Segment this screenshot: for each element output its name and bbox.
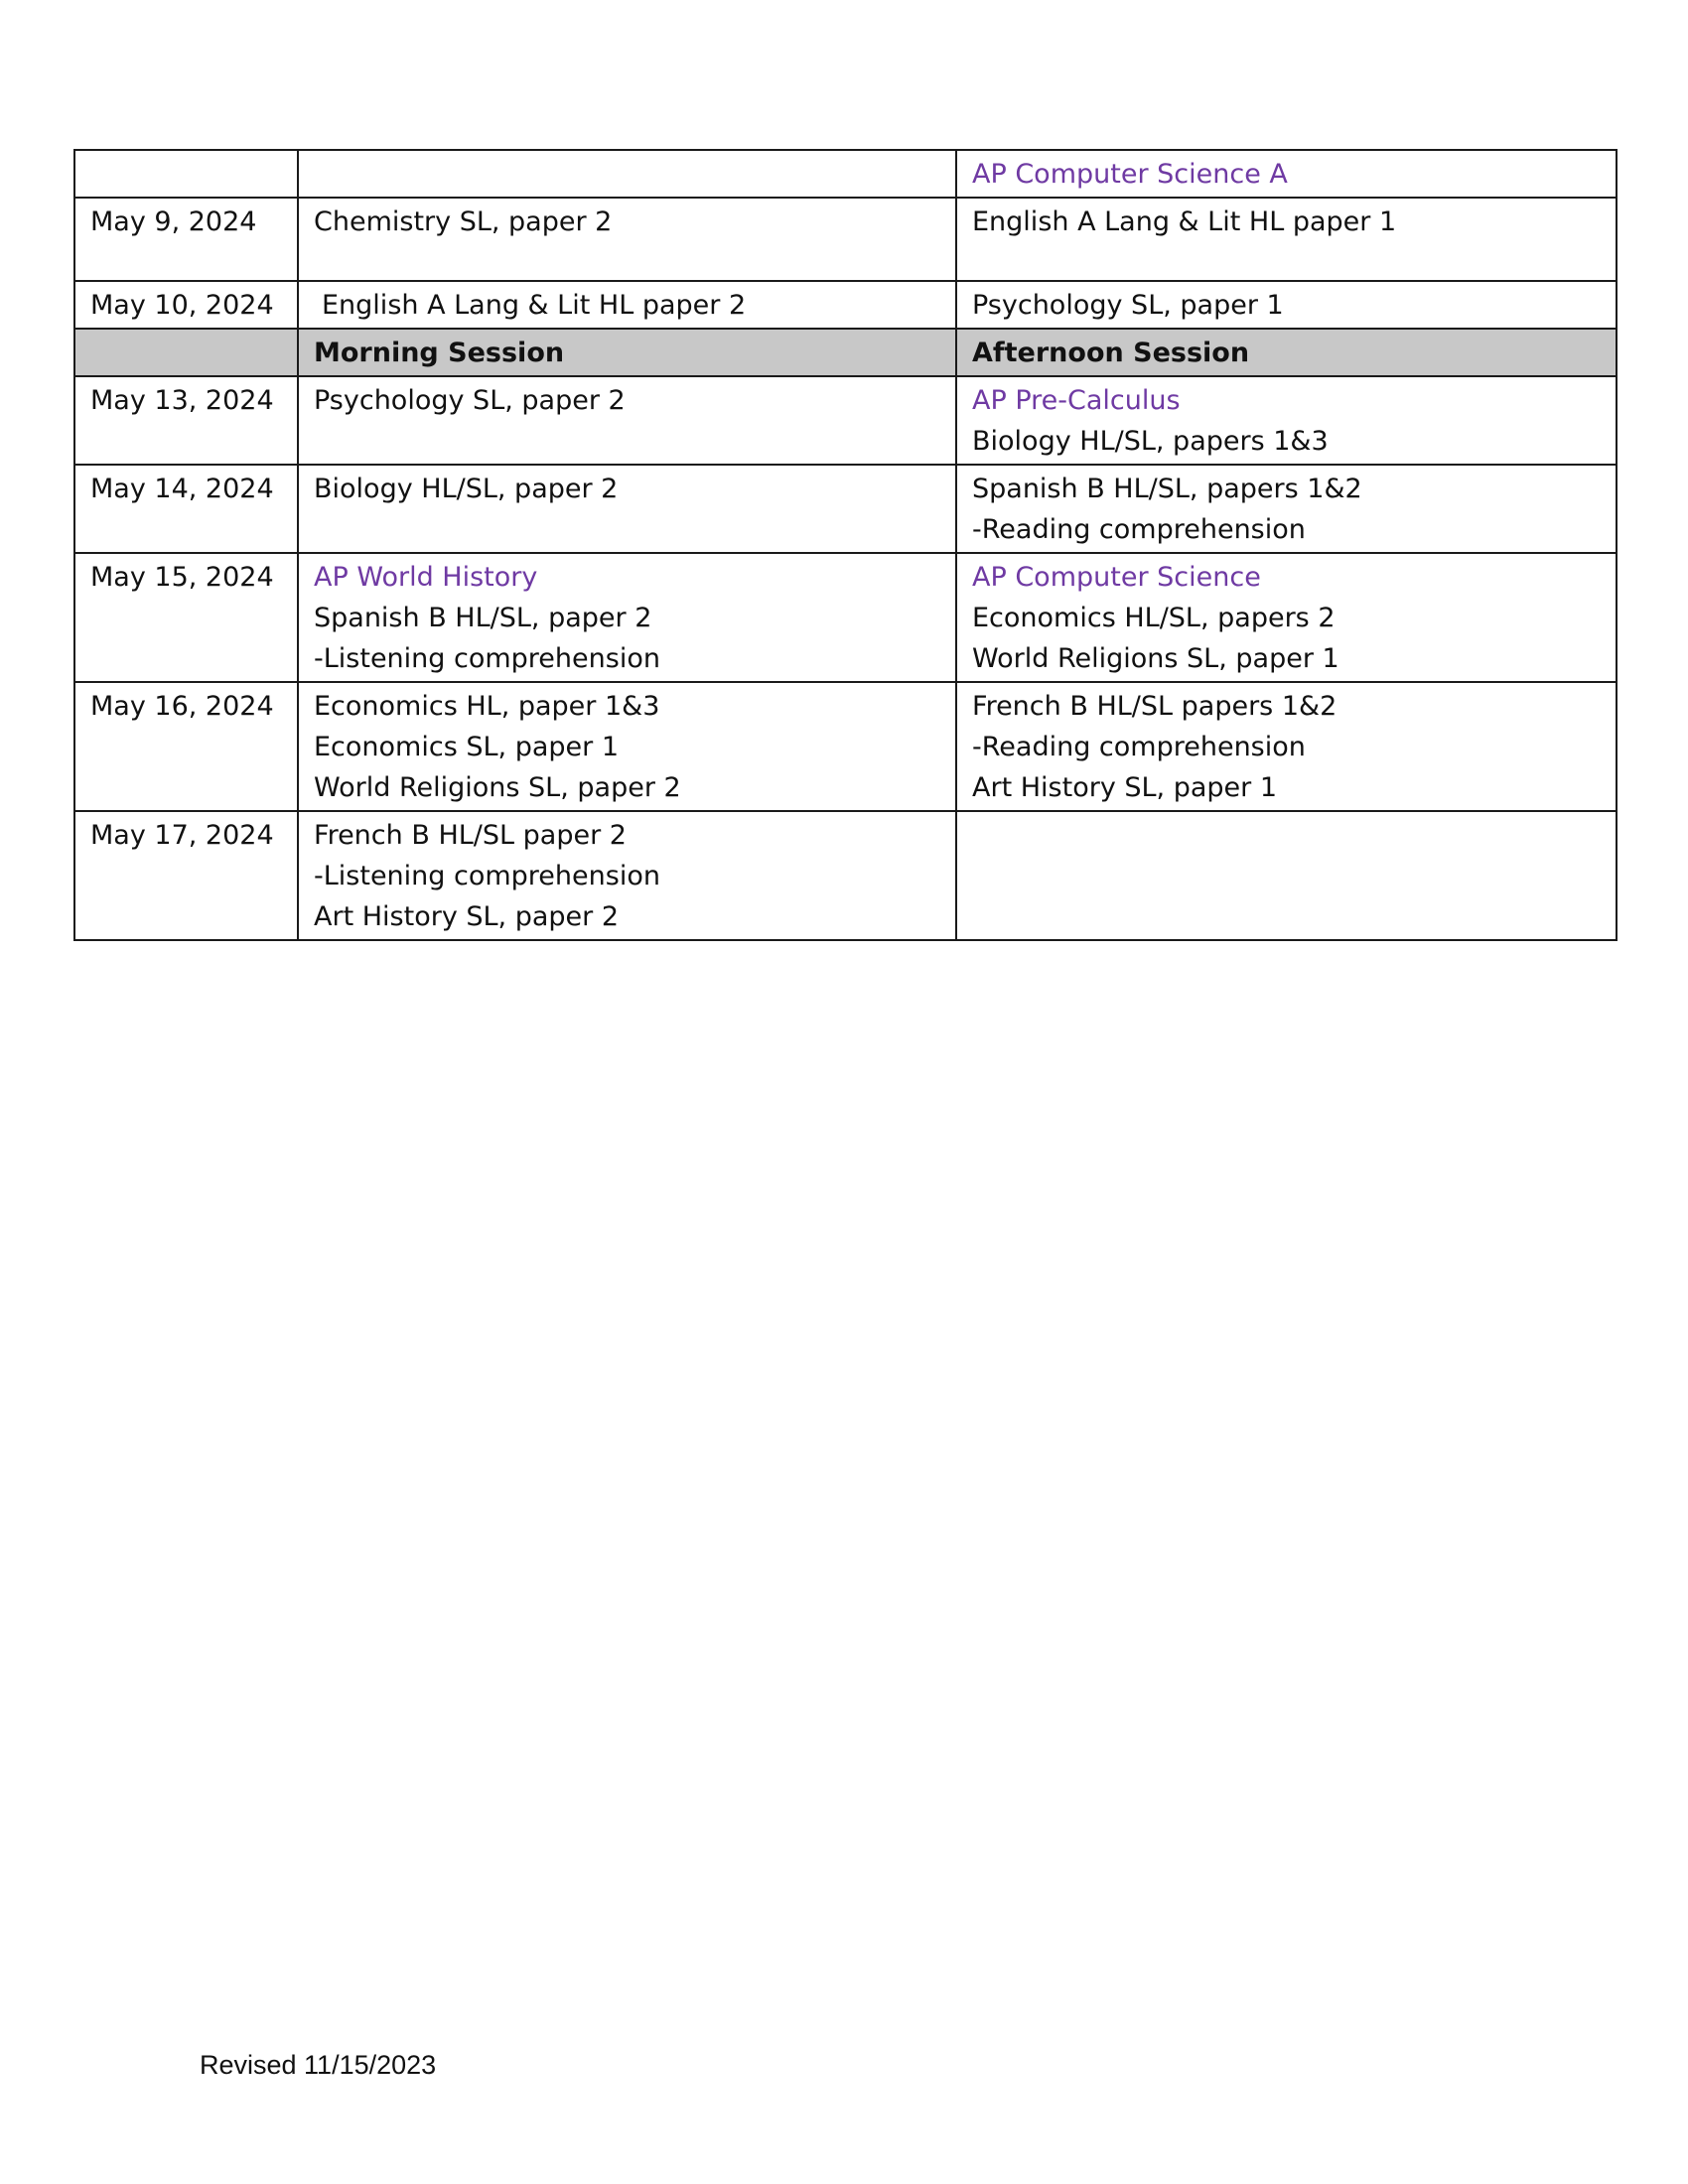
exam-schedule-table — [73, 149, 1618, 941]
exam-entry: Chemistry SL, paper 2 — [314, 206, 613, 237]
exam-entry: Economics HL, paper 1&3 — [314, 691, 660, 722]
date-cell — [74, 198, 298, 281]
afternoon-cell — [956, 465, 1617, 553]
morning-cell — [298, 150, 956, 198]
exam-entry: World Religions SL, paper 1 — [972, 643, 1339, 674]
afternoon-cell — [956, 150, 1617, 198]
exam-entry: -Listening comprehension — [314, 643, 660, 674]
exam-entry: French B HL/SL papers 1&2 — [972, 691, 1337, 722]
date-text: May 16, 2024 — [90, 691, 274, 722]
schedule-row — [74, 376, 1617, 465]
exam-entry: English A Lang & Lit HL paper 2 — [322, 290, 747, 321]
schedule-row — [74, 198, 1617, 281]
afternoon-cell — [956, 281, 1617, 329]
exam-entry: French B HL/SL paper 2 — [314, 820, 627, 851]
ap-exam-entry: AP Pre-Calculus — [972, 385, 1181, 416]
schedule-row — [74, 682, 1617, 811]
exam-entry: Economics SL, paper 1 — [314, 732, 619, 762]
exam-entry: Art History SL, paper 1 — [972, 772, 1278, 803]
date-text: May 17, 2024 — [90, 820, 274, 851]
exam-entry: -Reading comprehension — [972, 514, 1306, 545]
schedule-row — [74, 553, 1617, 682]
exam-entry: English A Lang & Lit HL paper 1 — [972, 206, 1397, 237]
session-header-row — [74, 329, 1617, 376]
date-text: May 9, 2024 — [90, 206, 257, 237]
morning-session-header — [298, 329, 956, 376]
morning-session-label: Morning Session — [314, 338, 565, 368]
schedule-row — [74, 465, 1617, 553]
exam-entry: World Religions SL, paper 2 — [314, 772, 681, 803]
schedule-row — [74, 811, 1617, 940]
exam-entry: -Reading comprehension — [972, 732, 1306, 762]
date-text: May 13, 2024 — [90, 385, 274, 416]
afternoon-cell — [956, 682, 1617, 811]
date-cell — [74, 811, 298, 940]
exam-entry: Economics HL/SL, papers 2 — [972, 603, 1336, 633]
header-date-cell — [74, 329, 298, 376]
morning-cell — [298, 553, 956, 682]
schedule-row — [74, 281, 1617, 329]
date-cell — [74, 682, 298, 811]
afternoon-session-header — [956, 329, 1617, 376]
exam-entry: Psychology SL, paper 2 — [314, 385, 626, 416]
morning-cell — [298, 281, 956, 329]
date-cell — [74, 553, 298, 682]
afternoon-session-label: Afternoon Session — [972, 338, 1250, 368]
morning-cell — [298, 465, 956, 553]
afternoon-cell — [956, 376, 1617, 465]
afternoon-cell — [956, 553, 1617, 682]
exam-entry: Biology HL/SL, papers 1&3 — [972, 426, 1329, 457]
afternoon-cell — [956, 198, 1617, 281]
morning-cell — [298, 811, 956, 940]
ap-exam-entry: AP Computer Science A — [972, 159, 1288, 190]
morning-cell — [298, 198, 956, 281]
date-text: May 14, 2024 — [90, 474, 274, 504]
date-cell — [74, 281, 298, 329]
ap-exam-entry: AP Computer Science — [972, 562, 1261, 593]
date-text: May 10, 2024 — [90, 290, 274, 321]
date-cell — [74, 465, 298, 553]
date-cell — [74, 376, 298, 465]
exam-entry: -Listening comprehension — [314, 861, 660, 891]
exam-entry: Spanish B HL/SL, paper 2 — [314, 603, 652, 633]
date-text: May 15, 2024 — [90, 562, 274, 593]
exam-entry: Spanish B HL/SL, papers 1&2 — [972, 474, 1362, 504]
ap-exam-entry: AP World History — [314, 562, 538, 593]
revised-date-footer: Revised 11/15/2023 — [200, 2050, 437, 2080]
exam-entry: Psychology SL, paper 1 — [972, 290, 1284, 321]
exam-entry: Biology HL/SL, paper 2 — [314, 474, 619, 504]
date-cell — [74, 150, 298, 198]
schedule-row — [74, 150, 1617, 198]
morning-cell — [298, 682, 956, 811]
afternoon-cell — [956, 811, 1617, 940]
exam-entry: Art History SL, paper 2 — [314, 901, 620, 932]
morning-cell — [298, 376, 956, 465]
